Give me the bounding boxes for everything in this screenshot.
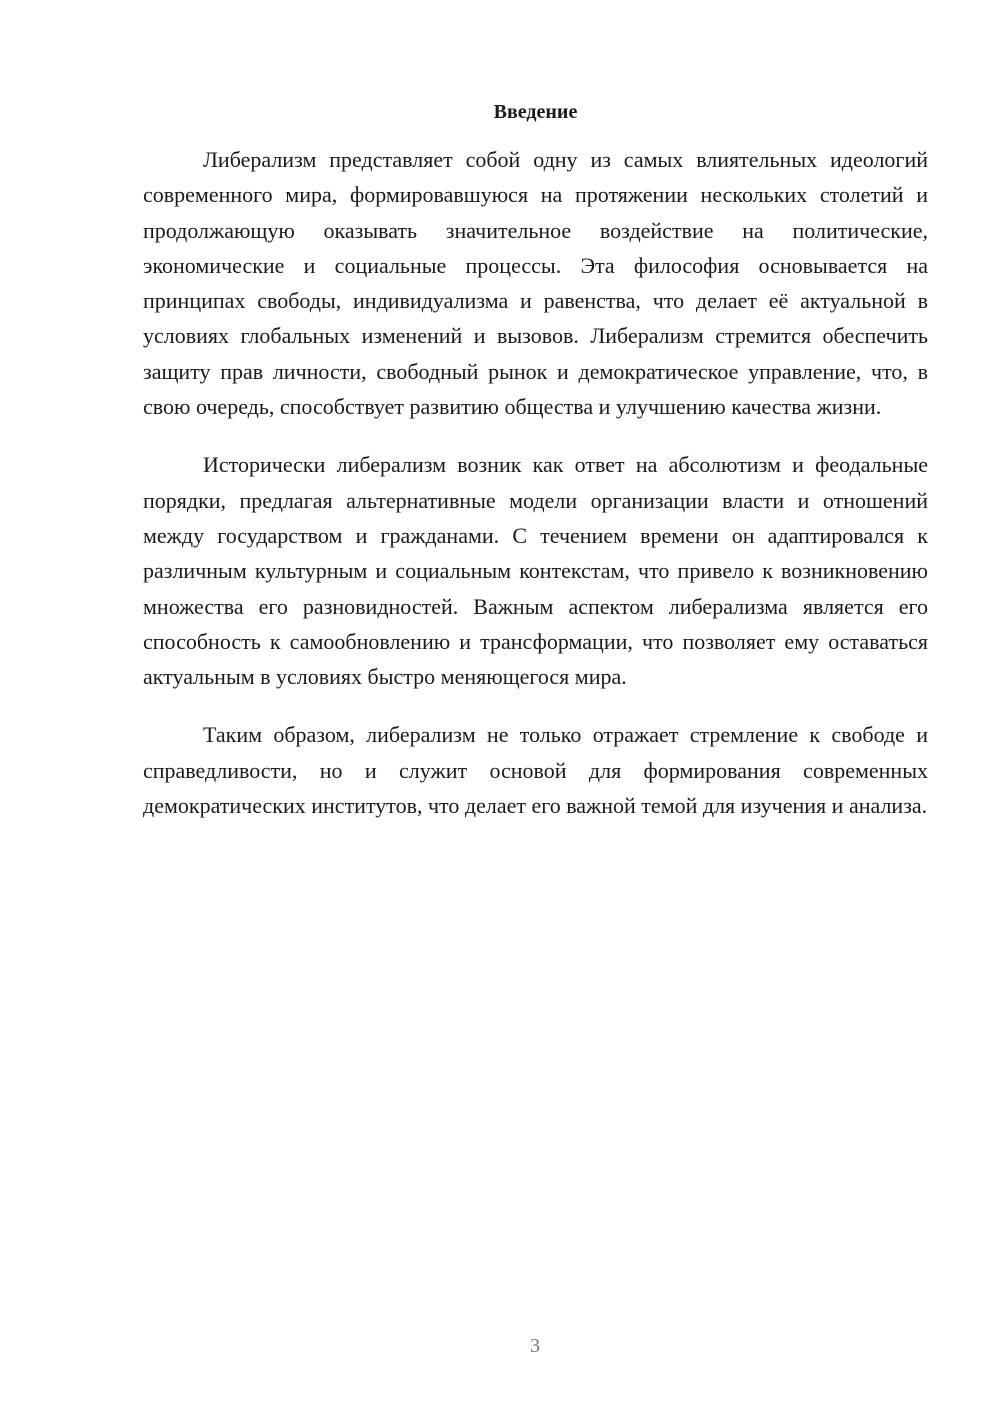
section-heading: Введение <box>493 101 578 123</box>
paragraph-2: Исторически либерализм возник как ответ на абсолютизм и феодальные порядки, предлагая альтернативные модели организации власти и отношений между государством и гражданами. С течением времени он адаптировался к различным культурным и социальным контекстам, что привело к возникновению множества его разновидностей. Важным аспектом либерализма является его способность к самообновлению и трансформации, что позволяет ему оставаться актуальным в условиях быстро меняющегося мира. <box>143 452 928 690</box>
body-text <box>143 142 928 846</box>
page-number: 3 <box>530 1335 540 1357</box>
paragraph-1: Либерализм представляет собой одну из самых влиятельных идеологий современного мира, формировавшуюся на протяжении нескольких столетий и продолжающую оказывать значительное воздействие на политические, экономические и социальные процессы. Эта философия основывается на принципах свободы, индивидуализма и равенства, что делает её актуальной в условиях глобальных изменений и вызовов. Либерализм стремится обеспечить защиту прав личности, свободный рынок и демократическое управление, что, в свою очередь, способствует развитию общества и улучшению качества жизни. <box>143 147 928 420</box>
paragraph-3: Таким образом, либерализм не только отражает стремление к свободе и справедливости, но и служит основой для формирования современных демократических институтов, что делает его важной темой для изучения и анализа. <box>143 722 928 819</box>
